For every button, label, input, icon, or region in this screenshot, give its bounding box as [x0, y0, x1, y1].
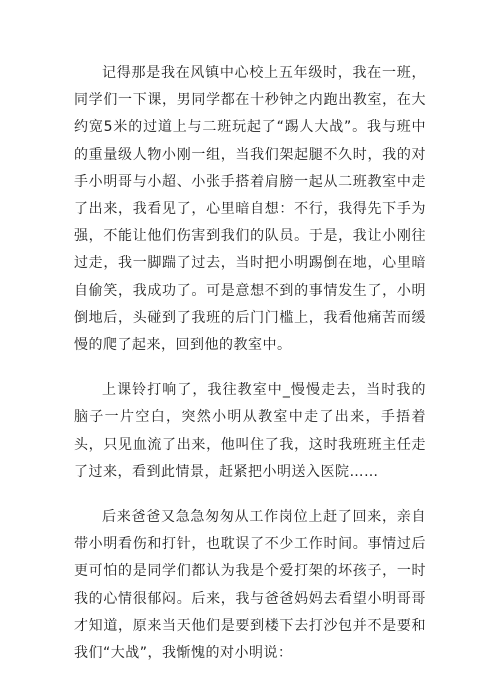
- paragraph-3: 后来爸爸又急急匆匆从工作岗位上赶了回来，亲自带小明看伤和打针，也耽误了不少工作时间。事情过后更可怕的是同学们都认为我是个爱打架的坏孩子，一时我的心情很郁闷。后来，我与爸爸妈妈去看望小明哥哥才知道，原来当天他们是要到楼下去打沙包并不是要和我们“大战”，我惭愧的对小明说：: [74, 509, 426, 662]
- paragraph-1: 记得那是我在风镇中心校上五年级时，我在一班，同学们一下课，男同学都在十秒钟之内跑出教室，在大约宽5米的过道上与二班玩起了“踢人大战”。我与班中的重量级人物小刚一组，当我们架起腿不久时，我的对手小明哥与小超、小张手搭着肩膀一起从二班教室中走了出来，我看见了，心里暗自想：不行，我得先下手为强，不能让他们伤害到我们的队员。于是，我让小刚往过走，我一脚踹了过去，当时把小明踢倒在地，心里暗自偷笑，我成功了。可是意想不到的事情发生了，小明倒地后，头碰到了我班的后门门槛上，我看他痛苦而缓慢的爬了起来，回到他的教室中。: [74, 65, 426, 354]
- paragraph-2: 上课铃打响了，我往教室中_慢慢走去，当时我的脑子一片空白，突然小明从教室中走了出来，手捂着头，只见血流了出来，他叫住了我，这时我班班主任走了过来，看到此情景，赶紧把小明送入医院……: [74, 382, 426, 480]
- document-body: [74, 60, 426, 685]
